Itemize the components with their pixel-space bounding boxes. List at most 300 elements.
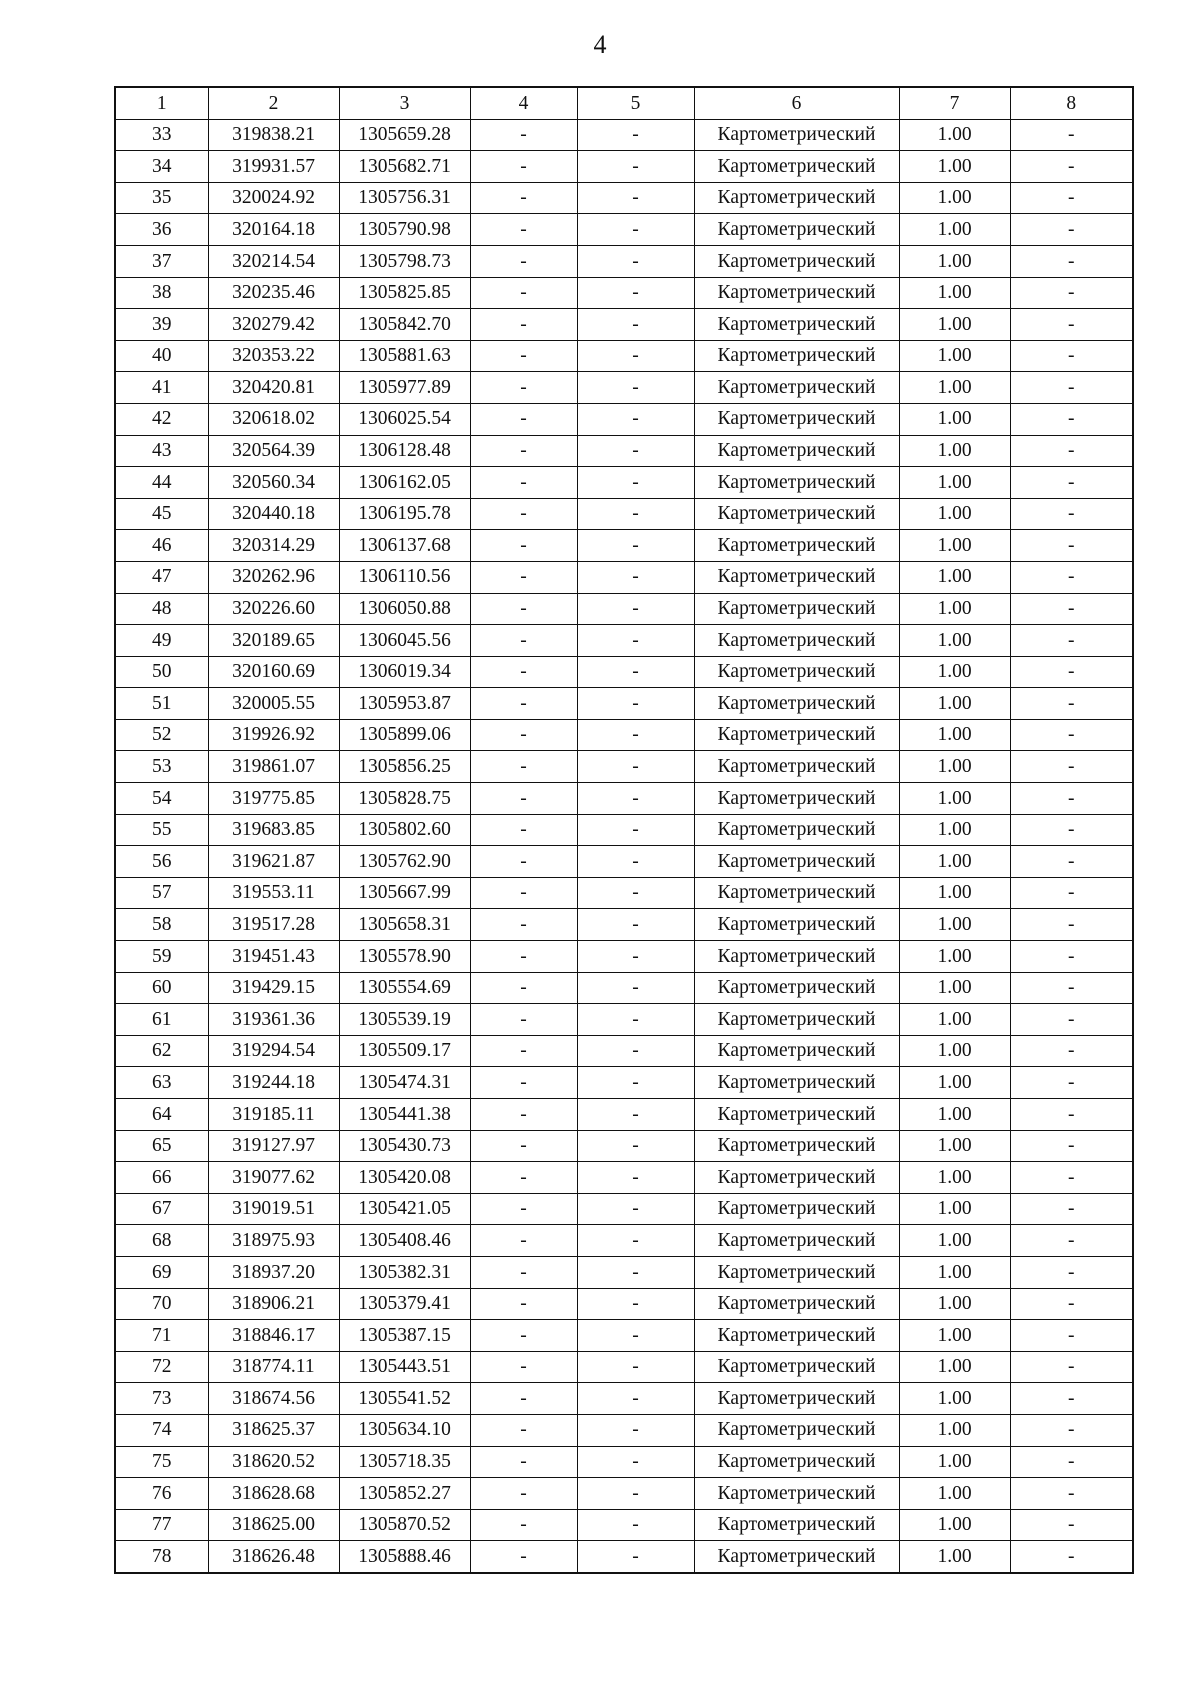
cell-col-5: - xyxy=(577,1225,694,1257)
cell-col-5: - xyxy=(577,1320,694,1352)
cell-coord-y: 1305953.87 xyxy=(339,688,470,720)
table-row xyxy=(115,941,1133,973)
cell-coord-y: 1305682.71 xyxy=(339,151,470,183)
cell-col-5: - xyxy=(577,1193,694,1225)
cell-col-8: - xyxy=(1010,530,1133,562)
cell-coord-y: 1305509.17 xyxy=(339,1035,470,1067)
cell-col-8: - xyxy=(1010,119,1133,151)
cell-col-8: - xyxy=(1010,1446,1133,1478)
cell-col-4: - xyxy=(470,182,577,214)
cell-coord-x: 320005.55 xyxy=(208,688,339,720)
cell-col-5: - xyxy=(577,467,694,499)
cell-accuracy: 1.00 xyxy=(899,941,1010,973)
cell-coord-x: 320024.92 xyxy=(208,182,339,214)
cell-coord-y: 1305634.10 xyxy=(339,1414,470,1446)
table-row xyxy=(115,625,1133,657)
cell-col-5: - xyxy=(577,214,694,246)
cell-accuracy: 1.00 xyxy=(899,719,1010,751)
cell-col-4: - xyxy=(470,561,577,593)
cell-accuracy: 1.00 xyxy=(899,1035,1010,1067)
cell-point-number: 67 xyxy=(115,1193,208,1225)
cell-col-8: - xyxy=(1010,1351,1133,1383)
cell-col-4: - xyxy=(470,530,577,562)
cell-method: Картометрический xyxy=(694,1414,899,1446)
cell-coord-x: 319553.11 xyxy=(208,877,339,909)
cell-coord-y: 1306137.68 xyxy=(339,530,470,562)
cell-coord-x: 320560.34 xyxy=(208,467,339,499)
cell-point-number: 44 xyxy=(115,467,208,499)
cell-point-number: 77 xyxy=(115,1509,208,1541)
cell-coord-x: 320262.96 xyxy=(208,561,339,593)
cell-col-5: - xyxy=(577,1067,694,1099)
table-row xyxy=(115,846,1133,878)
cell-point-number: 40 xyxy=(115,340,208,372)
cell-accuracy: 1.00 xyxy=(899,625,1010,657)
cell-coord-y: 1305474.31 xyxy=(339,1067,470,1099)
cell-coord-y: 1305977.89 xyxy=(339,372,470,404)
cell-col-4: - xyxy=(470,245,577,277)
cell-col-5: - xyxy=(577,498,694,530)
cell-accuracy: 1.00 xyxy=(899,1130,1010,1162)
cell-col-4: - xyxy=(470,656,577,688)
cell-method: Картометрический xyxy=(694,719,899,751)
cell-point-number: 48 xyxy=(115,593,208,625)
cell-col-4: - xyxy=(470,119,577,151)
cell-point-number: 62 xyxy=(115,1035,208,1067)
header-cell-6: 6 xyxy=(694,87,899,119)
cell-accuracy: 1.00 xyxy=(899,435,1010,467)
cell-method: Картометрический xyxy=(694,1035,899,1067)
cell-col-8: - xyxy=(1010,151,1133,183)
cell-col-4: - xyxy=(470,372,577,404)
cell-col-5: - xyxy=(577,846,694,878)
cell-coord-x: 318937.20 xyxy=(208,1256,339,1288)
cell-method: Картометрический xyxy=(694,1193,899,1225)
cell-coord-y: 1305554.69 xyxy=(339,972,470,1004)
cell-point-number: 59 xyxy=(115,941,208,973)
cell-accuracy: 1.00 xyxy=(899,119,1010,151)
cell-coord-x: 318625.37 xyxy=(208,1414,339,1446)
cell-coord-x: 319185.11 xyxy=(208,1099,339,1131)
cell-col-5: - xyxy=(577,1256,694,1288)
cell-accuracy: 1.00 xyxy=(899,656,1010,688)
cell-accuracy: 1.00 xyxy=(899,1193,1010,1225)
cell-coord-x: 318625.00 xyxy=(208,1509,339,1541)
cell-col-5: - xyxy=(577,1099,694,1131)
cell-col-5: - xyxy=(577,245,694,277)
cell-accuracy: 1.00 xyxy=(899,1225,1010,1257)
cell-coord-x: 320420.81 xyxy=(208,372,339,404)
cell-coord-x: 318620.52 xyxy=(208,1446,339,1478)
cell-method: Картометрический xyxy=(694,656,899,688)
cell-col-4: - xyxy=(470,1130,577,1162)
cell-col-4: - xyxy=(470,1320,577,1352)
cell-point-number: 51 xyxy=(115,688,208,720)
cell-col-5: - xyxy=(577,719,694,751)
cell-col-5: - xyxy=(577,814,694,846)
header-cell-2: 2 xyxy=(208,87,339,119)
cell-coord-y: 1305541.52 xyxy=(339,1383,470,1415)
cell-coord-x: 319451.43 xyxy=(208,941,339,973)
cell-method: Картометрический xyxy=(694,1256,899,1288)
table-row xyxy=(115,1099,1133,1131)
cell-point-number: 69 xyxy=(115,1256,208,1288)
cell-accuracy: 1.00 xyxy=(899,1541,1010,1573)
cell-point-number: 68 xyxy=(115,1225,208,1257)
cell-col-4: - xyxy=(470,783,577,815)
header-cell-7: 7 xyxy=(899,87,1010,119)
table-row xyxy=(115,909,1133,941)
cell-coord-x: 318774.11 xyxy=(208,1351,339,1383)
cell-col-4: - xyxy=(470,1414,577,1446)
table-header xyxy=(115,87,1133,119)
cell-col-5: - xyxy=(577,941,694,973)
cell-method: Картометрический xyxy=(694,783,899,815)
cell-point-number: 43 xyxy=(115,435,208,467)
cell-point-number: 49 xyxy=(115,625,208,657)
cell-coord-y: 1305881.63 xyxy=(339,340,470,372)
cell-point-number: 72 xyxy=(115,1351,208,1383)
cell-accuracy: 1.00 xyxy=(899,498,1010,530)
cell-accuracy: 1.00 xyxy=(899,877,1010,909)
table-row xyxy=(115,1256,1133,1288)
cell-col-4: - xyxy=(470,719,577,751)
cell-point-number: 45 xyxy=(115,498,208,530)
cell-col-4: - xyxy=(470,688,577,720)
cell-col-4: - xyxy=(470,877,577,909)
cell-col-8: - xyxy=(1010,1067,1133,1099)
cell-col-4: - xyxy=(470,467,577,499)
cell-col-5: - xyxy=(577,182,694,214)
cell-col-8: - xyxy=(1010,1130,1133,1162)
table-row xyxy=(115,1509,1133,1541)
cell-coord-x: 318628.68 xyxy=(208,1478,339,1510)
cell-coord-y: 1306045.56 xyxy=(339,625,470,657)
cell-point-number: 33 xyxy=(115,119,208,151)
cell-accuracy: 1.00 xyxy=(899,1162,1010,1194)
cell-accuracy: 1.00 xyxy=(899,1414,1010,1446)
table-row xyxy=(115,182,1133,214)
cell-method: Картометрический xyxy=(694,941,899,973)
cell-accuracy: 1.00 xyxy=(899,814,1010,846)
cell-col-8: - xyxy=(1010,625,1133,657)
header-row xyxy=(115,87,1133,119)
cell-col-4: - xyxy=(470,277,577,309)
cell-coord-x: 319775.85 xyxy=(208,783,339,815)
cell-col-8: - xyxy=(1010,688,1133,720)
cell-col-8: - xyxy=(1010,751,1133,783)
cell-col-8: - xyxy=(1010,1162,1133,1194)
cell-coord-x: 319931.57 xyxy=(208,151,339,183)
cell-col-4: - xyxy=(470,1256,577,1288)
cell-col-5: - xyxy=(577,151,694,183)
cell-coord-x: 318674.56 xyxy=(208,1383,339,1415)
cell-coord-y: 1305430.73 xyxy=(339,1130,470,1162)
cell-accuracy: 1.00 xyxy=(899,151,1010,183)
cell-method: Картометрический xyxy=(694,1541,899,1573)
cell-col-4: - xyxy=(470,1509,577,1541)
cell-method: Картометрический xyxy=(694,1383,899,1415)
cell-col-5: - xyxy=(577,1383,694,1415)
cell-accuracy: 1.00 xyxy=(899,561,1010,593)
cell-point-number: 37 xyxy=(115,245,208,277)
cell-col-8: - xyxy=(1010,941,1133,973)
cell-col-8: - xyxy=(1010,909,1133,941)
cell-col-8: - xyxy=(1010,814,1133,846)
cell-method: Картометрический xyxy=(694,1509,899,1541)
cell-accuracy: 1.00 xyxy=(899,846,1010,878)
cell-col-8: - xyxy=(1010,561,1133,593)
cell-coord-y: 1305441.38 xyxy=(339,1099,470,1131)
cell-method: Картометрический xyxy=(694,1067,899,1099)
cell-col-4: - xyxy=(470,1446,577,1478)
table-row xyxy=(115,1004,1133,1036)
cell-coord-x: 319429.15 xyxy=(208,972,339,1004)
cell-accuracy: 1.00 xyxy=(899,1320,1010,1352)
cell-col-5: - xyxy=(577,561,694,593)
cell-point-number: 36 xyxy=(115,214,208,246)
cell-col-8: - xyxy=(1010,1541,1133,1573)
cell-coord-y: 1305856.25 xyxy=(339,751,470,783)
cell-point-number: 63 xyxy=(115,1067,208,1099)
cell-coord-y: 1306128.48 xyxy=(339,435,470,467)
cell-accuracy: 1.00 xyxy=(899,309,1010,341)
cell-coord-x: 319517.28 xyxy=(208,909,339,941)
cell-accuracy: 1.00 xyxy=(899,783,1010,815)
cell-method: Картометрический xyxy=(694,151,899,183)
cell-col-8: - xyxy=(1010,1320,1133,1352)
cell-coord-y: 1306110.56 xyxy=(339,561,470,593)
cell-coord-y: 1305870.52 xyxy=(339,1509,470,1541)
cell-accuracy: 1.00 xyxy=(899,530,1010,562)
cell-col-5: - xyxy=(577,1162,694,1194)
cell-col-4: - xyxy=(470,435,577,467)
cell-col-5: - xyxy=(577,1509,694,1541)
table-row xyxy=(115,151,1133,183)
cell-col-5: - xyxy=(577,309,694,341)
cell-method: Картометрический xyxy=(694,182,899,214)
cell-method: Картометрический xyxy=(694,309,899,341)
cell-method: Картометрический xyxy=(694,372,899,404)
cell-col-8: - xyxy=(1010,309,1133,341)
cell-method: Картометрический xyxy=(694,846,899,878)
cell-coord-x: 319683.85 xyxy=(208,814,339,846)
cell-col-5: - xyxy=(577,688,694,720)
cell-col-4: - xyxy=(470,1099,577,1131)
table-row xyxy=(115,309,1133,341)
cell-method: Картометрический xyxy=(694,1478,899,1510)
cell-col-4: - xyxy=(470,1225,577,1257)
cell-point-number: 35 xyxy=(115,182,208,214)
cell-coord-x: 320160.69 xyxy=(208,656,339,688)
cell-col-5: - xyxy=(577,751,694,783)
cell-coord-x: 320189.65 xyxy=(208,625,339,657)
cell-col-5: - xyxy=(577,435,694,467)
cell-accuracy: 1.00 xyxy=(899,1446,1010,1478)
cell-coord-y: 1305718.35 xyxy=(339,1446,470,1478)
cell-coord-y: 1305379.41 xyxy=(339,1288,470,1320)
cell-point-number: 41 xyxy=(115,372,208,404)
cell-col-5: - xyxy=(577,593,694,625)
cell-point-number: 52 xyxy=(115,719,208,751)
table-row xyxy=(115,719,1133,751)
cell-col-5: - xyxy=(577,877,694,909)
header-cell-5: 5 xyxy=(577,87,694,119)
cell-coord-x: 320618.02 xyxy=(208,403,339,435)
cell-col-8: - xyxy=(1010,1193,1133,1225)
cell-col-4: - xyxy=(470,909,577,941)
cell-method: Картометрический xyxy=(694,1446,899,1478)
table-row xyxy=(115,1478,1133,1510)
cell-point-number: 46 xyxy=(115,530,208,562)
table-row xyxy=(115,1320,1133,1352)
table-row xyxy=(115,372,1133,404)
cell-coord-x: 320279.42 xyxy=(208,309,339,341)
cell-accuracy: 1.00 xyxy=(899,688,1010,720)
coordinates-table xyxy=(114,86,1134,1574)
cell-accuracy: 1.00 xyxy=(899,1509,1010,1541)
cell-col-8: - xyxy=(1010,467,1133,499)
cell-col-4: - xyxy=(470,1193,577,1225)
cell-coord-x: 320164.18 xyxy=(208,214,339,246)
table-row xyxy=(115,1035,1133,1067)
cell-col-4: - xyxy=(470,625,577,657)
cell-method: Картометрический xyxy=(694,1225,899,1257)
cell-col-4: - xyxy=(470,593,577,625)
cell-col-4: - xyxy=(470,1004,577,1036)
cell-col-8: - xyxy=(1010,1256,1133,1288)
header-cell-3: 3 xyxy=(339,87,470,119)
cell-point-number: 50 xyxy=(115,656,208,688)
cell-col-4: - xyxy=(470,1383,577,1415)
cell-col-4: - xyxy=(470,1035,577,1067)
cell-col-4: - xyxy=(470,941,577,973)
cell-col-5: - xyxy=(577,1288,694,1320)
cell-col-5: - xyxy=(577,530,694,562)
cell-point-number: 56 xyxy=(115,846,208,878)
cell-point-number: 64 xyxy=(115,1099,208,1131)
cell-method: Картометрический xyxy=(694,435,899,467)
cell-method: Картометрический xyxy=(694,751,899,783)
cell-coord-y: 1305756.31 xyxy=(339,182,470,214)
table-row xyxy=(115,561,1133,593)
header-cell-8: 8 xyxy=(1010,87,1133,119)
cell-col-8: - xyxy=(1010,846,1133,878)
cell-coord-x: 320214.54 xyxy=(208,245,339,277)
cell-coord-x: 319077.62 xyxy=(208,1162,339,1194)
cell-point-number: 47 xyxy=(115,561,208,593)
cell-method: Картометрический xyxy=(694,214,899,246)
cell-coord-y: 1305658.31 xyxy=(339,909,470,941)
cell-accuracy: 1.00 xyxy=(899,1383,1010,1415)
cell-col-8: - xyxy=(1010,1383,1133,1415)
cell-point-number: 53 xyxy=(115,751,208,783)
cell-accuracy: 1.00 xyxy=(899,1099,1010,1131)
table-body xyxy=(115,119,1133,1573)
cell-col-5: - xyxy=(577,277,694,309)
table-row xyxy=(115,214,1133,246)
cell-coord-y: 1305798.73 xyxy=(339,245,470,277)
table-row xyxy=(115,814,1133,846)
cell-col-8: - xyxy=(1010,214,1133,246)
cell-col-8: - xyxy=(1010,1004,1133,1036)
cell-col-4: - xyxy=(470,151,577,183)
table-row xyxy=(115,688,1133,720)
table-row xyxy=(115,1193,1133,1225)
cell-point-number: 54 xyxy=(115,783,208,815)
cell-method: Картометрический xyxy=(694,245,899,277)
cell-coord-y: 1305852.27 xyxy=(339,1478,470,1510)
cell-col-8: - xyxy=(1010,1478,1133,1510)
cell-coord-x: 318975.93 xyxy=(208,1225,339,1257)
cell-coord-y: 1305888.46 xyxy=(339,1541,470,1573)
table-row xyxy=(115,972,1133,1004)
table-row xyxy=(115,498,1133,530)
cell-col-4: - xyxy=(470,1351,577,1383)
cell-accuracy: 1.00 xyxy=(899,245,1010,277)
cell-col-8: - xyxy=(1010,182,1133,214)
cell-coord-y: 1305667.99 xyxy=(339,877,470,909)
cell-col-8: - xyxy=(1010,1035,1133,1067)
cell-col-8: - xyxy=(1010,877,1133,909)
cell-method: Картометрический xyxy=(694,814,899,846)
cell-col-4: - xyxy=(470,1478,577,1510)
cell-accuracy: 1.00 xyxy=(899,277,1010,309)
cell-coord-y: 1306162.05 xyxy=(339,467,470,499)
cell-coord-y: 1306025.54 xyxy=(339,403,470,435)
cell-col-5: - xyxy=(577,783,694,815)
cell-col-8: - xyxy=(1010,340,1133,372)
page-number: 4 xyxy=(593,30,607,59)
cell-col-5: - xyxy=(577,403,694,435)
table-row xyxy=(115,530,1133,562)
cell-method: Картометрический xyxy=(694,467,899,499)
cell-coord-y: 1305899.06 xyxy=(339,719,470,751)
cell-point-number: 42 xyxy=(115,403,208,435)
cell-point-number: 57 xyxy=(115,877,208,909)
cell-col-5: - xyxy=(577,972,694,1004)
cell-col-5: - xyxy=(577,119,694,151)
cell-col-8: - xyxy=(1010,498,1133,530)
cell-accuracy: 1.00 xyxy=(899,1288,1010,1320)
cell-col-4: - xyxy=(470,814,577,846)
cell-coord-x: 320226.60 xyxy=(208,593,339,625)
cell-method: Картометрический xyxy=(694,561,899,593)
cell-col-8: - xyxy=(1010,1099,1133,1131)
cell-method: Картометрический xyxy=(694,277,899,309)
cell-coord-x: 319621.87 xyxy=(208,846,339,878)
cell-method: Картометрический xyxy=(694,119,899,151)
cell-method: Картометрический xyxy=(694,593,899,625)
table-row xyxy=(115,1383,1133,1415)
cell-accuracy: 1.00 xyxy=(899,340,1010,372)
table-row xyxy=(115,593,1133,625)
cell-method: Картометрический xyxy=(694,972,899,1004)
cell-coord-y: 1305659.28 xyxy=(339,119,470,151)
cell-coord-x: 319926.92 xyxy=(208,719,339,751)
cell-col-8: - xyxy=(1010,719,1133,751)
cell-col-5: - xyxy=(577,1004,694,1036)
cell-coord-x: 320440.18 xyxy=(208,498,339,530)
cell-coord-y: 1305420.08 xyxy=(339,1162,470,1194)
table-row xyxy=(115,340,1133,372)
table-row xyxy=(115,1130,1133,1162)
cell-coord-y: 1305382.31 xyxy=(339,1256,470,1288)
cell-coord-y: 1306050.88 xyxy=(339,593,470,625)
table-row xyxy=(115,277,1133,309)
table-row xyxy=(115,467,1133,499)
cell-point-number: 76 xyxy=(115,1478,208,1510)
